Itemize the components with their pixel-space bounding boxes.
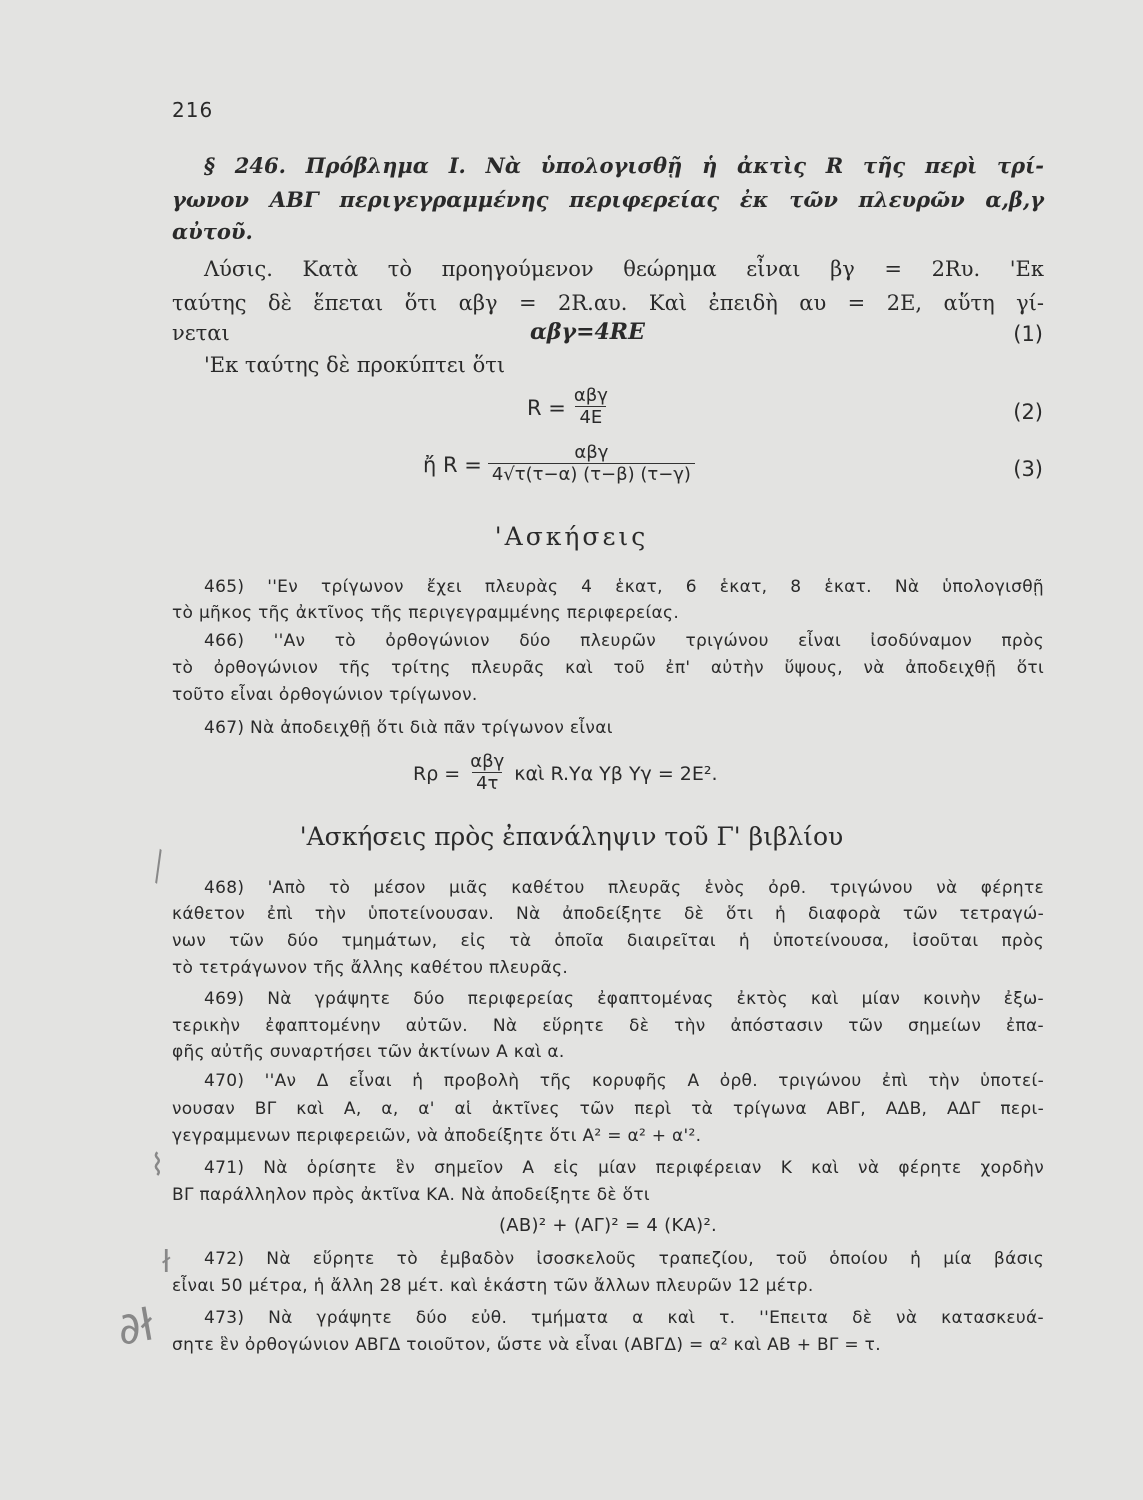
exercise-467-rhs: καὶ R.Υα Υβ Υγ = 2Ε². xyxy=(514,762,718,785)
exercise-467-denominator: 4τ xyxy=(472,772,502,795)
review-exercises-heading: 'Ασκήσεις πρὸς ἐπανάληψιν τοῦ Γ' βιβλίου xyxy=(299,822,844,851)
exercise-471-line-1: 471) Νὰ ὁρίσητε ἓν σημεῖον Α εἰς μίαν περιφέρειαν Κ καὶ νὰ φέρητε χορδὴν xyxy=(204,1158,1044,1178)
margin-pencil-mark-472: ł xyxy=(162,1245,171,1280)
exercise-471-equation: (ΑΒ)² + (ΑΓ)² = 4 (ΚΑ)². xyxy=(498,1215,718,1236)
equation-3-lhs: ἤ R = xyxy=(423,452,482,477)
exercise-470-line-3: γεγραμμενων περιφερειῶν, νὰ ἀποδείξητε ὅτι Α² = α² + α'². xyxy=(172,1126,702,1146)
exercise-465-line-1: 465) ''Εν τρίγωνον ἔχει πλευρὰς 4 ἑκατ, 6 ἑκατ, 8 ἑκατ. Νὰ ὑπολογισθῇ xyxy=(204,577,1044,597)
exercise-467-lhs: Rρ = xyxy=(413,762,461,785)
exercise-472-line-2: εἶναι 50 μέτρα, ἡ ἄλλη 28 μέτ. καὶ ἑκάστη τῶν ἄλλων πλευρῶν 12 μέτρ. xyxy=(172,1276,814,1296)
equation-3 xyxy=(423,443,695,486)
exercise-469-line-1: 469) Νὰ γράψητε δύο περιφερείας ἐφαπτομένας ἐκτὸς καὶ μίαν κοινὴν ἐξω- xyxy=(204,989,1044,1009)
equation-2-fraction xyxy=(572,386,610,429)
exercise-471-line-2: ΒΓ παράλληλον πρὸς ἀκτῖνα ΚΑ. Νὰ ἀποδείξητε δὲ ὅτι xyxy=(172,1185,650,1205)
equation-2-denominator: 4Ε xyxy=(575,406,606,429)
exercise-467-numerator: αβγ xyxy=(470,751,505,772)
exercise-468-line-1: 468) 'Απὸ τὸ μέσον μιᾶς καθέτου πλευρᾶς ἑνὸς ὀρθ. τριγώνου νὰ φέρητε xyxy=(204,878,1044,898)
exercise-472-line-1: 472) Νὰ εὕρητε τὸ ἐμβαδὸν ἰσοσκελοῦς τραπεζίου, τοῦ ὁποίου ἡ μία βάσις xyxy=(204,1249,1044,1269)
equation-2-numerator: αβγ xyxy=(573,385,608,406)
problem-line-2: γωνον ΑΒΓ περιγεγραμμένης περιφερείας ἐκ τῶν πλευρῶν α,β,γ xyxy=(172,187,1044,212)
solution-line-4: 'Εκ ταύτης δὲ προκύπτει ὅτι xyxy=(204,353,506,377)
exercise-468-line-3: νων τῶν δύο τμημάτων, εἰς τὰ ὁποῖα διαιρεῖται ἡ ὑποτείνουσα, ἰσοῦται πρὸς xyxy=(172,931,1044,951)
equation-1: αβγ=4RE xyxy=(530,319,645,345)
equation-2-number: (2) xyxy=(1013,400,1043,424)
solution-line-2: ταύτης δὲ ἕπεται ὅτι αβγ = 2R.αυ. Καὶ ἐπειδὴ αυ = 2Ε, αὕτη γί- xyxy=(172,291,1044,315)
equation-3-numerator: αβγ xyxy=(574,442,609,463)
solution-line-3: νεται xyxy=(172,321,230,345)
exercise-466-line-3: τοῦτο εἶναι ὀρθογώνιον τρίγωνον. xyxy=(172,685,478,705)
problem-line-1: § 246. Πρόβλημα I. Νὰ ὑπολογισθῇ ἡ ἀκτὶς R τῆς περὶ τρί- xyxy=(204,153,1044,178)
exercise-470-line-1: 470) ''Αν Δ εἶναι ἡ προβολὴ τῆς κορυφῆς Α ὀρθ. τριγώνου ἐπὶ τὴν ὑποτεί- xyxy=(204,1071,1044,1091)
exercise-468-line-2: κάθετον ἐπὶ τὴν ὑποτείνουσαν. Νὰ ἀποδείξητε δὲ ὅτι ἡ διαφορὰ τῶν τετραγώ- xyxy=(172,904,1044,924)
exercise-467-line-1: 467) Νὰ ἀποδειχθῇ ὅτι διὰ πᾶν τρίγωνον εἶναι xyxy=(204,718,613,738)
exercise-469-line-3: φῆς αὐτῆς συναρτήσει τῶν ἀκτίνων Α καὶ α. xyxy=(172,1042,565,1062)
exercise-467-fraction xyxy=(468,752,506,795)
equation-3-number: (3) xyxy=(1013,457,1043,481)
equation-1-number: (1) xyxy=(1013,322,1043,346)
solution-line-1: Λύσις. Κατὰ τὸ προηγούμενον θεώρημα εἶναι βγ = 2Rυ. 'Εκ xyxy=(204,257,1044,281)
exercise-467-formula xyxy=(413,752,718,795)
exercise-473-line-2: σητε ἓν ὀρθογώνιον ΑΒΓΔ τοιοῦτον, ὥστε νὰ εἶναι (ΑΒΓΔ) = α² καὶ ΑΒ + ΒΓ = τ. xyxy=(172,1335,881,1355)
exercise-466-line-1: 466) ''Αν τὸ ὀρθογώνιον δύο πλευρῶν τριγώνου εἶναι ἰσοδύναμον πρὸς xyxy=(204,631,1044,651)
exercise-473-line-1: 473) Νὰ γράψητε δύο εὐθ. τμήματα α καὶ τ. ''Επειτα δὲ νὰ κατασκευά- xyxy=(204,1308,1044,1328)
margin-pen-mark: ╲ xyxy=(142,850,173,884)
exercise-470-line-2: νουσαν ΒΓ καὶ Α, α, α' αἱ ἀκτῖνες τῶν περὶ τὰ τρίγωνα ΑΒΓ, ΑΔΒ, ΑΔΓ περι- xyxy=(172,1099,1044,1119)
exercise-468-line-4: τὸ τετράγωνον τῆς ἄλλης καθέτου πλευρᾶς. xyxy=(172,958,569,978)
exercise-465-line-2: τὸ μῆκος τῆς ἀκτῖνος τῆς περιγεγραμμένης περιφερείας. xyxy=(172,603,680,623)
page-number: 216 xyxy=(172,98,214,122)
exercise-469-line-2: τερικὴν ἐφαπτομένην αὐτῶν. Νὰ εὕρητε δὲ τὴν ἀπόστασιν τῶν σημείων ἐπα- xyxy=(172,1016,1044,1036)
equation-2-lhs: R = xyxy=(527,395,566,420)
margin-pencil-mark-473: ∂ł xyxy=(113,1299,158,1356)
exercise-466-line-2: τὸ ὀρθογώνιον τῆς τρίτης πλευρᾶς καὶ τοῦ ἐπ' αὐτὴν ὕψους, νὰ ἀποδειχθῇ ὅτι xyxy=(172,658,1044,678)
equation-3-fraction xyxy=(488,443,695,486)
margin-pencil-mark-471: ⌇ xyxy=(150,1148,165,1183)
equation-3-denominator: 4√τ(τ−α) (τ−β) (τ−γ) xyxy=(488,463,695,486)
exercises-heading: 'Ασκήσεις xyxy=(494,522,649,551)
equation-2 xyxy=(527,386,610,429)
problem-line-3: αὐτοῦ. xyxy=(172,219,253,244)
